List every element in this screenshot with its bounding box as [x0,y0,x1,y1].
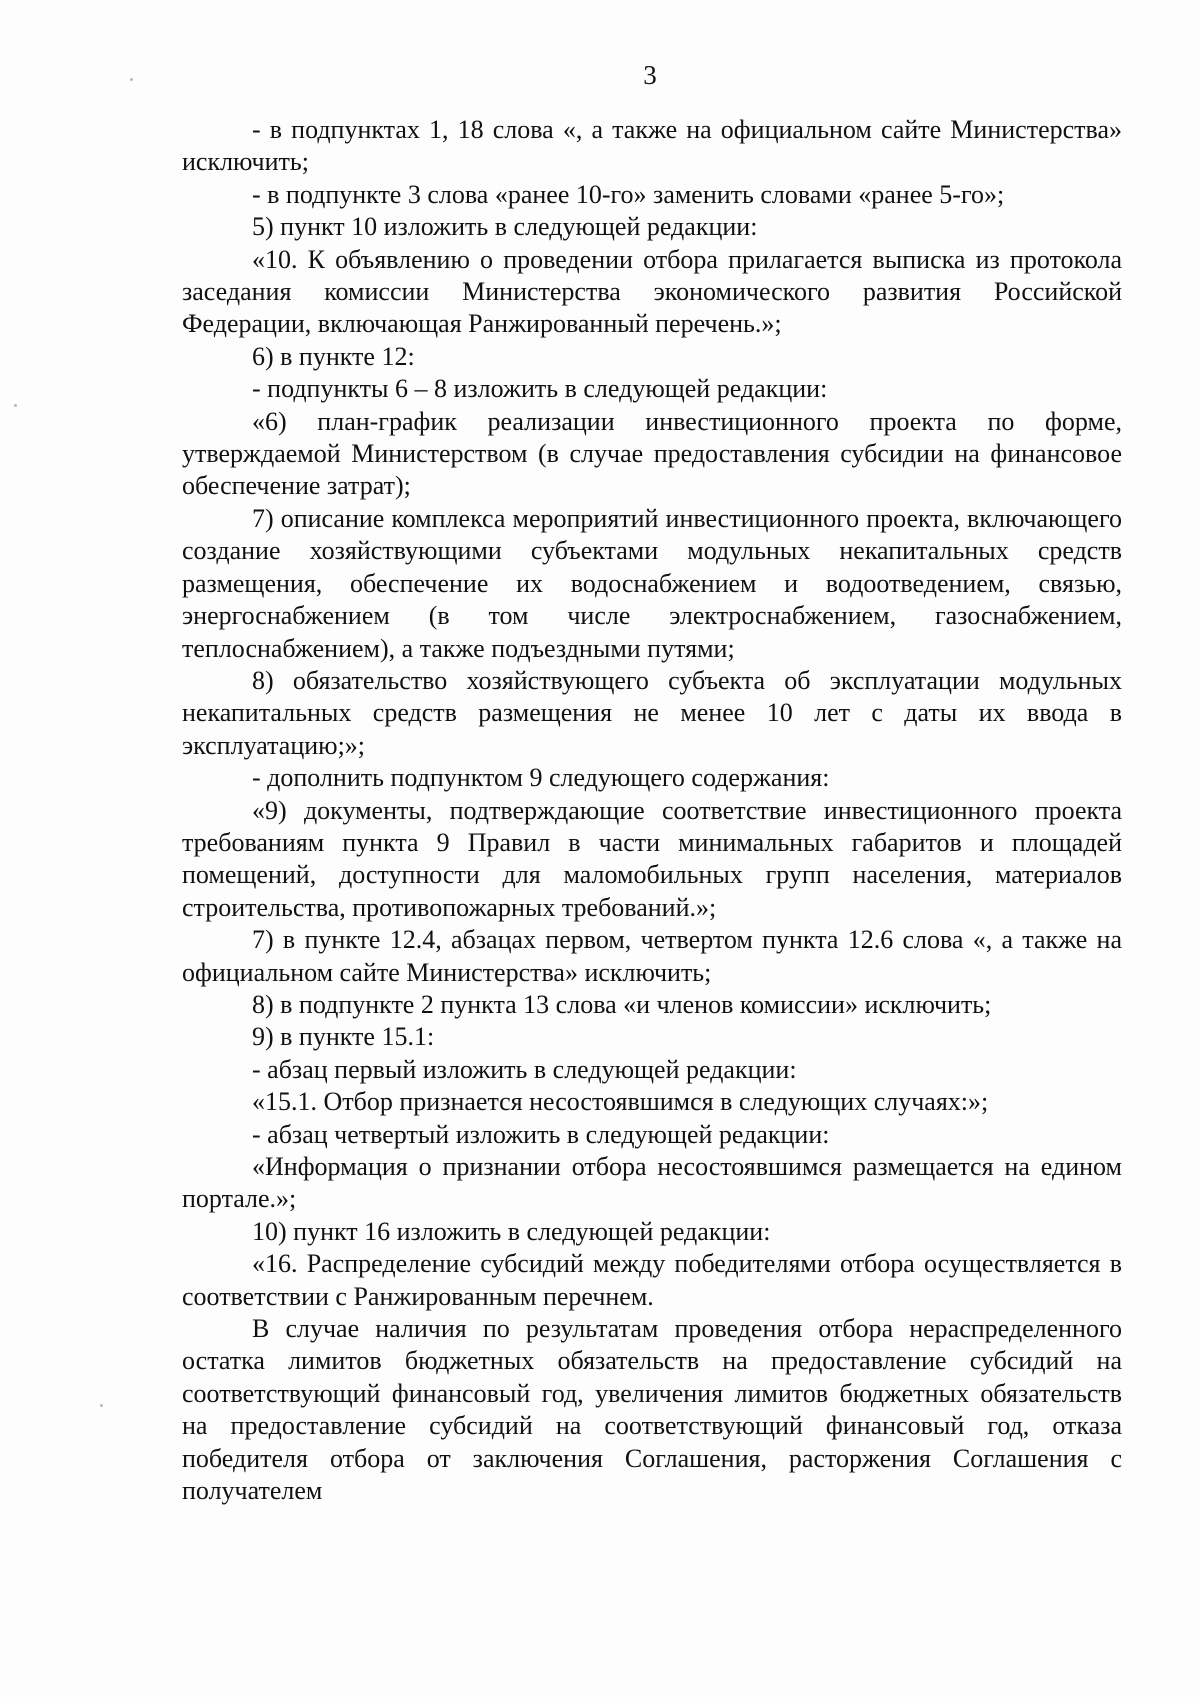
paragraph: «15.1. Отбор признается несостоявшимся в следующих случаях:»; [252,1087,989,1117]
paragraph: «10. К объявлению о проведении отбора прилагается выписка из протокола заседания комиссии Министерства экономического развития Российской Федерации, включающая Ранжированный перечень.»; [182,244,1122,339]
paragraph: «9) документы, подтверждающие соответствие инвестиционного проекта требованиям пункта 9 Правил в части минимальных габаритов и площадей помещений, доступности для маломобильных групп населения, материалов строительства, противопожарных требований.»; [182,795,1122,922]
paragraph: - абзац четвертый изложить в следующей редакции: [252,1119,830,1149]
paragraph: 8) обязательство хозяйствующего субъекта об эксплуатации модульных некапитальных средств размещения не менее 10 лет с даты их ввода в эксплуатацию;»; [182,665,1122,760]
paragraph: В случае наличия по результатам проведения отбора нераспределенного остатка лимитов бюджетных обязательств на предоставление субсидий на соответствующий финансовый год, увеличения лимитов бюджетных обязательств на предоставление субсидий на соответствующий финансовый год, отказа победителя отбора от заключения Соглашения, расторжения Соглашения с получателем [182,1314,1122,1506]
paragraph: - дополнить подпунктом 9 следующего содержания: [252,763,830,793]
paragraph: 9) в пункте 15.1: [252,1022,435,1052]
paragraph: 10) пункт 16 изложить в следующей редакции: [252,1216,771,1246]
paragraph: - в подпунктах 1, 18 слова «, а также на официальном сайте Министерства» исключить; [182,115,1122,177]
scan-speck [100,1404,103,1407]
paragraph: - абзац первый изложить в следующей редакции: [252,1054,797,1084]
page-number: 3 [643,60,657,90]
paragraph: «6) план-график реализации инвестиционного проекта по форме, утверждаемой Министерством (в случае предоставления субсидии на финансовое обеспечение затрат); [182,406,1122,501]
paragraph: 7) в пункте 12.4, абзацах первом, четвертом пункта 12.6 слова «, а также на официальном сайте Министерства» исключить; [182,925,1122,987]
paragraph: 8) в подпункте 2 пункта 13 слова «и членов комиссии» исключить; [252,989,992,1019]
scan-speck [130,78,133,81]
scan-speck [14,404,17,407]
paragraph: - в подпункте 3 слова «ранее 10-го» заменить словами «ранее 5-го»; [252,179,1005,209]
paragraph: - подпункты 6 – 8 изложить в следующей редакции: [252,374,828,404]
document-body [182,114,1122,1507]
paragraph: «16. Распределение субсидий между победителями отбора осуществляется в соответствии с Ранжированным перечнем. [182,1249,1122,1311]
paragraph: 5) пункт 10 изложить в следующей редакции: [252,212,758,242]
paragraph: «Информация о признании отбора несостоявшимся размещается на едином портале.»; [182,1152,1122,1214]
paragraph: 6) в пункте 12: [252,341,415,371]
paragraph: 7) описание комплекса мероприятий инвестиционного проекта, включающего создание хозяйствующими субъектами модульных некапитальных средств размещения, обеспечение их водоснабжением и водоотведением, связью, энергоснабжением (в том числе электроснабжением, газоснабжением, теплоснабжением), а также подъездными путями; [182,503,1122,663]
